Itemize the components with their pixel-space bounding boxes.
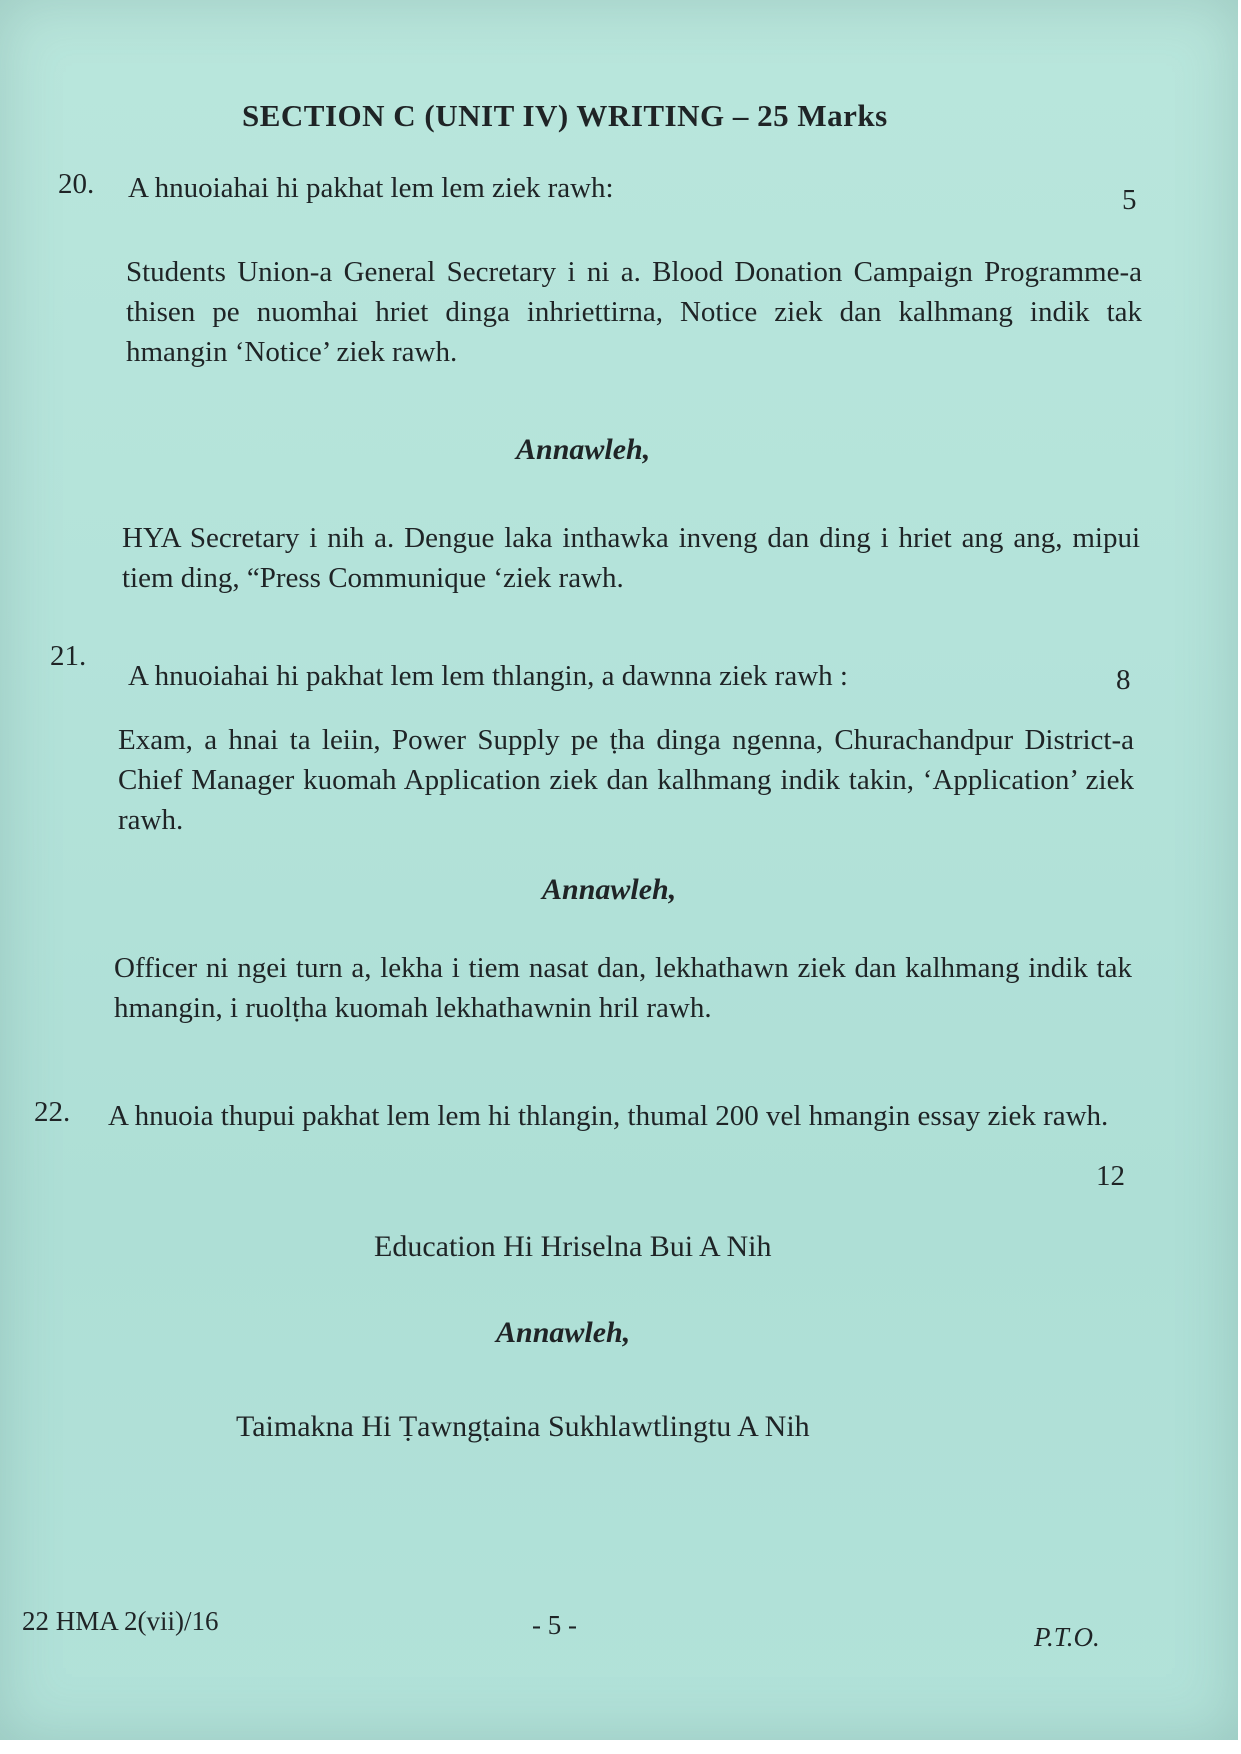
question-20-number: 20. <box>58 168 95 200</box>
question-22-topic-b: Taimakna Hi Ṭawngṭaina Sukhlawtlingtu A Nih <box>236 1410 810 1443</box>
question-22-or-label: Annawleh, <box>496 1316 631 1349</box>
question-21-option-b: Officer ni ngei turn a, lekha i tiem nasat dan, lekhathawn ziek dan kalhmang indik tak hmangin, i ruolṭha kuomah lekhathawnin hril rawh. <box>114 952 1132 1024</box>
page-number: - 5 - <box>532 1610 577 1640</box>
question-21-number: 21. <box>50 640 87 672</box>
question-20-prompt: A hnuoiahai hi pakhat lem lem ziek rawh: <box>128 172 614 204</box>
question-21-option-a: Exam, a hnai ta leiin, Power Supply pe ṭha dinga ngenna, Churachandpur District-a Chief Manager kuomah Application ziek dan kalhmang indik takin, ‘Application’ ziek rawh. <box>118 724 1134 836</box>
question-21-prompt: A hnuoiahai hi pakhat lem lem thlangin, a dawnna ziek rawh : <box>128 660 848 692</box>
question-21-marks: 8 <box>1116 664 1131 696</box>
question-22-topic-a: Education Hi Hriselna Bui A Nih <box>374 1230 772 1263</box>
question-22-marks: 12 <box>1096 1160 1125 1192</box>
question-20-or-label: Annawleh, <box>516 433 651 466</box>
pto-note: P.T.O. <box>1034 1622 1100 1652</box>
paper-code: 22 HMA 2(vii)/16 <box>22 1606 219 1636</box>
question-20-option-a: Students Union-a General Secretary i ni a. Blood Donation Campaign Programme-a thisen pe nuomhai hriet dinga inhriettirna, Notice ziek dan kalhmang indik tak hmangin ‘Notice’ ziek rawh. <box>126 256 1142 368</box>
question-20-marks: 5 <box>1122 184 1137 216</box>
question-22-number: 22. <box>34 1096 71 1128</box>
question-21-or-label: Annawleh, <box>542 873 677 906</box>
question-22-prompt: A hnuoia thupui pakhat lem lem hi thlangin, thumal 200 vel hmangin essay ziek rawh. <box>108 1100 1109 1132</box>
section-heading: SECTION C (UNIT IV) WRITING – 25 Marks <box>242 98 888 133</box>
question-20-option-b: HYA Secretary i nih a. Dengue laka inthawka inveng dan ding i hriet ang ang, mipui tiem ding, “Press Communique ‘ziek rawh. <box>122 522 1140 594</box>
